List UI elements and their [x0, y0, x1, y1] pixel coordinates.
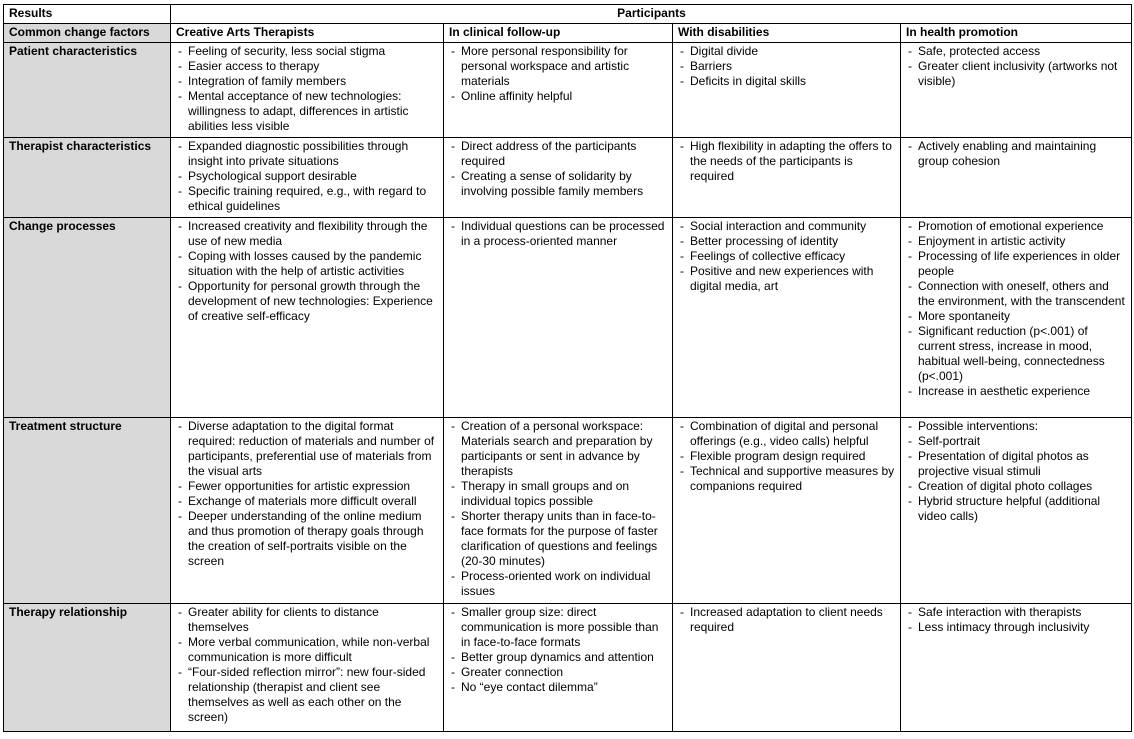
- bullet-list: [176, 139, 439, 214]
- table-row: [4, 604, 1132, 732]
- list-item: - Increased creativity and flexibility through the use of new media: [176, 219, 439, 249]
- factor-cell: Treatment structure: [4, 418, 171, 604]
- column-header-therapists: Creative Arts Therapists: [171, 24, 444, 43]
- therapists-cell: [171, 138, 444, 218]
- results-header: Results: [4, 5, 171, 24]
- factor-cell: Patient characteristics: [4, 43, 171, 138]
- list-item: - Therapy in small groups and on individual topics possible: [449, 479, 668, 509]
- table-body: [4, 43, 1132, 732]
- list-item: - No “eye contact dilemma”: [449, 680, 668, 695]
- list-item: - Creating a sense of solidarity by involving possible family members: [449, 169, 668, 199]
- bullet-list: [176, 605, 439, 725]
- list-item: - Individual questions can be processed in a process-oriented manner: [449, 219, 668, 249]
- factor-cell: Change processes: [4, 218, 171, 418]
- table-row: [4, 43, 1132, 138]
- health-cell: [901, 218, 1132, 418]
- list-item: - Technical and supportive measures by companions required: [678, 464, 896, 494]
- list-item: - Greater ability for clients to distance themselves: [176, 605, 439, 635]
- list-item: - Increase in aesthetic experience: [906, 384, 1127, 399]
- list-item: - Processing of life experiences in older people: [906, 249, 1127, 279]
- bullet-list: [449, 605, 668, 695]
- list-item: - Deficits in digital skills: [678, 74, 896, 89]
- bullet-list: [906, 139, 1127, 169]
- bullet-list: [906, 605, 1127, 635]
- list-item: - Feeling of security, less social stigma: [176, 44, 439, 59]
- list-item: - Shorter therapy units than in face-to-face formats for the purpose of faster clarification of questions and feelings (20-30 minutes): [449, 509, 668, 569]
- list-item: - Feelings of collective efficacy: [678, 249, 896, 264]
- bullet-list: [176, 419, 439, 569]
- disabilities-cell: [673, 218, 901, 418]
- column-header-clinical: In clinical follow-up: [444, 24, 673, 43]
- bullet-list: [678, 219, 896, 294]
- results-table: [3, 4, 1132, 732]
- health-cell: [901, 604, 1132, 732]
- therapists-cell: [171, 43, 444, 138]
- disabilities-cell: [673, 138, 901, 218]
- list-item: - More personal responsibility for personal workspace and artistic materials: [449, 44, 668, 89]
- list-item: - Direct address of the participants required: [449, 139, 668, 169]
- bullet-list: [449, 419, 668, 599]
- column-header-disabilities: With disabilities: [673, 24, 901, 43]
- list-item: - “Four-sided reflection mirror”: new four-sided relationship (therapist and client see themselves as well as each other on the screen): [176, 665, 439, 725]
- list-item: - Increased adaptation to client needs required: [678, 605, 896, 635]
- bullet-list: [678, 419, 896, 494]
- list-item: - Diverse adaptation to the digital format required: reduction of materials and number of participants, preferential use of materials from the visual arts: [176, 419, 439, 479]
- list-item: - Specific training required, e.g., with regard to ethical guidelines: [176, 184, 439, 214]
- list-item: - Deeper understanding of the online medium and thus promotion of therapy goals through the creation of self-portraits visible on the screen: [176, 509, 439, 569]
- header-row-columns: [4, 24, 1132, 43]
- common-change-factors-header: Common change factors: [4, 24, 171, 43]
- disabilities-cell: [673, 43, 901, 138]
- clinical-cell: [444, 218, 673, 418]
- list-item: - Flexible program design required: [678, 449, 896, 464]
- health-cell: [901, 418, 1132, 604]
- bullet-list: [176, 219, 439, 324]
- clinical-cell: [444, 43, 673, 138]
- therapists-cell: [171, 218, 444, 418]
- list-item: - Smaller group size: direct communication is more possible than in face-to-face formats: [449, 605, 668, 650]
- list-item: - Self-portrait: [906, 434, 1127, 449]
- list-item: - More spontaneity: [906, 309, 1127, 324]
- bullet-list: [449, 219, 668, 249]
- column-header-health: In health promotion: [901, 24, 1132, 43]
- bullet-list: [449, 139, 668, 199]
- list-item: - Psychological support desirable: [176, 169, 439, 184]
- therapists-cell: [171, 604, 444, 732]
- bullet-list: [678, 44, 896, 89]
- list-item: - Combination of digital and personal offerings (e.g., video calls) helpful: [678, 419, 896, 449]
- list-item: - Opportunity for personal growth through the development of new technologies: Experience of creative self-efficacy: [176, 279, 439, 324]
- list-item: - Creation of a personal workspace: Materials search and preparation by participants or sent in advance by therapists: [449, 419, 668, 479]
- list-item: - Greater connection: [449, 665, 668, 680]
- list-item: - Fewer opportunities for artistic expression: [176, 479, 439, 494]
- clinical-cell: [444, 418, 673, 604]
- bullet-list: [678, 139, 896, 184]
- list-item: - Positive and new experiences with digital media, art: [678, 264, 896, 294]
- therapists-cell: [171, 418, 444, 604]
- bullet-list: [176, 44, 439, 134]
- bullet-list: [678, 605, 896, 635]
- list-item: - Safe interaction with therapists: [906, 605, 1127, 620]
- bullet-list: [449, 44, 668, 104]
- disabilities-cell: [673, 604, 901, 732]
- list-item: - Better processing of identity: [678, 234, 896, 249]
- health-cell: [901, 138, 1132, 218]
- list-item: - High flexibility in adapting the offers to the needs of the participants is required: [678, 139, 896, 184]
- list-item: - Creation of digital photo collages: [906, 479, 1127, 494]
- disabilities-cell: [673, 418, 901, 604]
- list-item: - Significant reduction (p<.001) of current stress, increase in mood, habitual well-being, connectedness (p<.001): [906, 324, 1127, 384]
- list-item: - Digital divide: [678, 44, 896, 59]
- list-item: - Less intimacy through inclusivity: [906, 620, 1127, 635]
- header-row-top: [4, 5, 1132, 24]
- table-row: [4, 418, 1132, 604]
- list-item: - Actively enabling and maintaining group cohesion: [906, 139, 1127, 169]
- list-item: - Better group dynamics and attention: [449, 650, 668, 665]
- list-item: - Expanded diagnostic possibilities through insight into private situations: [176, 139, 439, 169]
- list-item: - Process-oriented work on individual issues: [449, 569, 668, 599]
- list-item: - Possible interventions:: [906, 419, 1127, 434]
- bullet-list: [906, 44, 1127, 89]
- clinical-cell: [444, 138, 673, 218]
- list-item: - Presentation of digital photos as projective visual stimuli: [906, 449, 1127, 479]
- bullet-list: [906, 419, 1127, 524]
- list-item: - Online affinity helpful: [449, 89, 668, 104]
- list-item: - More verbal communication, while non-verbal communication is more difficult: [176, 635, 439, 665]
- list-item: - Connection with oneself, others and the environment, with the transcendent: [906, 279, 1127, 309]
- list-item: - Hybrid structure helpful (additional video calls): [906, 494, 1127, 524]
- table-row: [4, 218, 1132, 418]
- list-item: - Barriers: [678, 59, 896, 74]
- factor-cell: Therapy relationship: [4, 604, 171, 732]
- list-item: - Integration of family members: [176, 74, 439, 89]
- table-row: [4, 138, 1132, 218]
- list-item: - Easier access to therapy: [176, 59, 439, 74]
- list-item: - Safe, protected access: [906, 44, 1127, 59]
- list-item: - Greater client inclusivity (artworks not visible): [906, 59, 1127, 89]
- health-cell: [901, 43, 1132, 138]
- list-item: - Coping with losses caused by the pandemic situation with the help of artistic activities: [176, 249, 439, 279]
- clinical-cell: [444, 604, 673, 732]
- list-item: - Exchange of materials more difficult overall: [176, 494, 439, 509]
- list-item: - Mental acceptance of new technologies: willingness to adapt, differences in artistic abilities less visible: [176, 89, 439, 134]
- participants-header: Participants: [171, 5, 1132, 24]
- list-item: - Promotion of emotional experience: [906, 219, 1127, 234]
- list-item: - Enjoyment in artistic activity: [906, 234, 1127, 249]
- list-item: - Social interaction and community: [678, 219, 896, 234]
- bullet-list: [906, 219, 1127, 399]
- factor-cell: Therapist characteristics: [4, 138, 171, 218]
